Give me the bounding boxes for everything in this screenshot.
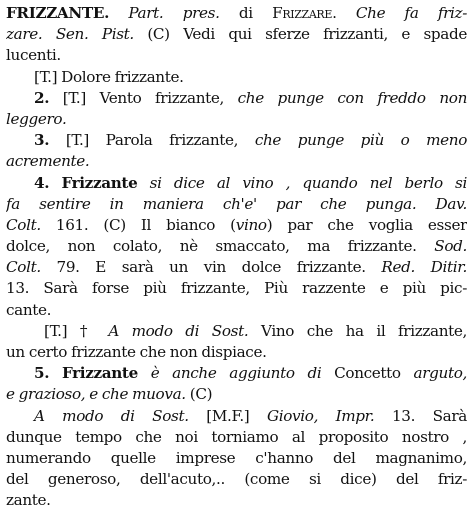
text-run: cante. xyxy=(6,300,52,319)
entry-line xyxy=(6,45,467,66)
text-run: fa sentire in maniera ch'e' par che punga. Dav. xyxy=(6,194,467,213)
text-run: di xyxy=(219,4,273,22)
entry-line xyxy=(6,173,467,194)
text-run: Colt. xyxy=(6,215,41,234)
text-run: [T.] Dolore frizzante. xyxy=(34,67,184,86)
text-run: acremente. xyxy=(6,152,90,171)
entry-line xyxy=(6,257,467,278)
text-run: [T.] † xyxy=(44,321,109,340)
text-run: numerando quelle imprese c'hanno del magnanimo, xyxy=(6,448,467,467)
text-run: arguto, xyxy=(413,364,467,383)
entry-line xyxy=(6,490,467,511)
entry-line xyxy=(6,215,467,236)
entry-line xyxy=(6,427,467,448)
entry-line xyxy=(6,88,467,109)
text-run: Giovio, Impr. xyxy=(266,406,375,425)
entry-line xyxy=(6,109,467,130)
entry-line xyxy=(6,278,467,299)
text-run: del generoso, dell'acuto,.. (come si dice) del friz- xyxy=(6,470,467,489)
text-run: 13. Sarà forse più frizzante, Più razzente e più pic- xyxy=(6,279,467,298)
text-run: Colt. xyxy=(6,258,41,277)
text-run: Frizzante xyxy=(61,364,138,383)
text-run xyxy=(138,364,151,382)
entry-line xyxy=(6,300,467,321)
text-run: 79. E sarà un vin dolce frizzante. xyxy=(40,258,382,277)
entry-line xyxy=(6,3,467,24)
text-run: Vino che ha il frizzante, xyxy=(248,321,467,340)
text-run: zare. Sen. Pist. xyxy=(6,25,134,44)
text-run xyxy=(109,4,128,22)
text-run: . xyxy=(332,4,356,22)
text-run: dunque tempo che noi torniamo al proposito nostro , xyxy=(6,427,467,446)
text-run: è anche aggiunto di xyxy=(150,364,322,383)
text-run: lucenti. xyxy=(6,46,61,65)
entry-line xyxy=(6,469,467,490)
text-run: Red. Ditir. xyxy=(381,258,467,277)
entry-line xyxy=(6,130,467,151)
text-run: un certo frizzante che non dispiace. xyxy=(6,343,267,361)
text-run: 5. xyxy=(34,364,50,383)
text-run: si dice al vino , quando nel berlo si xyxy=(149,173,467,192)
entry-line xyxy=(6,448,467,469)
text-run xyxy=(137,174,149,192)
entry-line xyxy=(6,384,467,405)
text-run: [M.F.] xyxy=(188,406,267,425)
text-run: dolce, non colato, nè smaccato, ma frizzante. xyxy=(6,237,435,256)
entry-line xyxy=(6,151,467,172)
text-run: 2. xyxy=(34,88,50,107)
text-run: zante. xyxy=(6,491,51,510)
text-run: leggero. xyxy=(6,109,67,128)
text-run: 13. Sarà xyxy=(374,406,467,425)
text-run: A modo di Sost. xyxy=(108,321,249,340)
text-run: e grazioso, e che muova. xyxy=(6,385,186,404)
text-run: Sod. xyxy=(434,237,467,256)
text-run: che punge con freddo non xyxy=(237,88,467,107)
entry-line xyxy=(6,363,467,384)
text-run: A modo di Sost. xyxy=(34,406,189,425)
text-run: 4. xyxy=(34,173,50,192)
entry-line xyxy=(6,406,467,427)
text-run: 161. (C) Il bianco ( xyxy=(40,215,236,234)
text-run: ) par che voglia esser xyxy=(266,215,467,234)
text-run: FRIZZANTE. xyxy=(6,4,110,22)
text-run: Concetto xyxy=(321,364,414,383)
text-run xyxy=(49,174,61,192)
entry-line xyxy=(6,24,467,45)
text-run: [T.] Parola frizzante, xyxy=(49,131,255,150)
text-run: che punge più o meno xyxy=(254,131,467,150)
text-run: Frizzare xyxy=(272,4,333,22)
text-run: vino xyxy=(235,215,267,234)
entry-line xyxy=(6,194,467,215)
text-run: Che fa friz- xyxy=(355,4,467,22)
text-run: (C) xyxy=(185,385,213,404)
text-run: (C) Vedi qui sferze frizzanti, e spade xyxy=(133,25,467,44)
entry-line xyxy=(6,236,467,257)
entry-line xyxy=(6,342,467,363)
text-run: Part. pres. xyxy=(128,4,220,22)
text-run xyxy=(49,364,62,382)
text-run: 3. xyxy=(34,131,50,150)
entry-line xyxy=(6,321,467,342)
entry-line xyxy=(6,67,467,88)
text-run: [T.] Vento frizzante, xyxy=(49,88,238,107)
text-run: Frizzante xyxy=(61,173,138,192)
